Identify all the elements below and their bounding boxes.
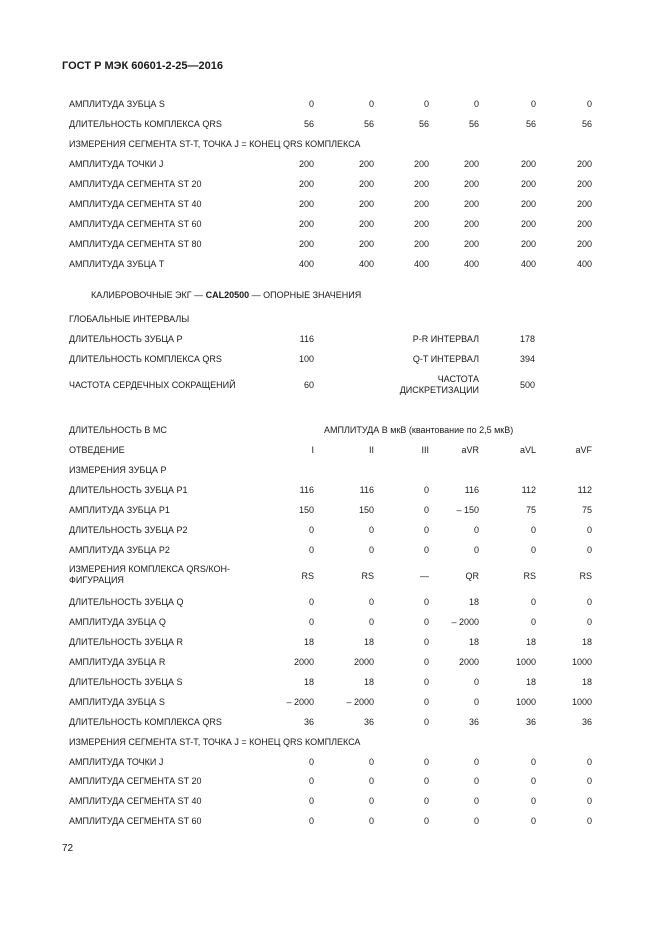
- table-row: [0, 158, 661, 170]
- row-label: АМПЛИТУДА СЕГМЕНТА ST 20: [69, 179, 202, 189]
- row-label: АМПЛИТУДА ТОЧКИ J: [69, 757, 164, 767]
- table-cell: 18: [468, 637, 479, 647]
- table-cell: 1000: [515, 697, 536, 707]
- row-label: АМПЛИТУДА ЗУБЦА S: [69, 697, 165, 707]
- table-cell: 150: [298, 505, 314, 515]
- table-cell: 0: [530, 99, 536, 109]
- table-cell: 0: [586, 776, 592, 786]
- table-row: [0, 178, 661, 190]
- table-cell: 200: [413, 159, 429, 169]
- table-cell: 200: [576, 239, 592, 249]
- table-cell: 0: [423, 485, 429, 495]
- table-cell: 0: [586, 525, 592, 535]
- table2-header: ДЛИТЕЛЬНОСТЬ В МС АМПЛИТУДА В мкВ (квантование по 2,5 мкВ): [69, 425, 514, 435]
- table-cell: 0: [473, 545, 479, 555]
- table-cell: 0: [308, 525, 314, 535]
- table-cell: 200: [463, 179, 479, 189]
- table-cell: 400: [576, 259, 592, 269]
- table-cell: 0: [586, 545, 592, 555]
- table-cell: 0: [423, 776, 429, 786]
- table-cell: 0: [473, 796, 479, 806]
- row-label: АМПЛИТУДА СЕГМЕНТА ST 40: [69, 796, 202, 806]
- table-cell: 200: [298, 199, 314, 209]
- table-row: [0, 775, 661, 787]
- global-intervals-heading: ГЛОБАЛЬНЫЕ ИНТЕРВАЛЫ: [69, 314, 190, 324]
- row-label: АМПЛИТУДА ЗУБЦА P2: [69, 545, 170, 555]
- table-cell: 0: [530, 757, 536, 767]
- table-row: [0, 616, 661, 628]
- table-cell: —: [420, 571, 429, 581]
- table-cell: 200: [520, 199, 536, 209]
- table-row: [0, 138, 661, 150]
- table-cell: 0: [473, 776, 479, 786]
- row-label: АМПЛИТУДА ЗУБЦА R: [69, 657, 166, 667]
- table-cell: 200: [298, 239, 314, 249]
- table-cell: 400: [413, 259, 429, 269]
- table-cell: 0: [308, 545, 314, 555]
- table-cell: 0: [368, 816, 374, 826]
- table-row: [0, 596, 661, 608]
- table-row: [0, 238, 661, 250]
- table-cell: 0: [530, 597, 536, 607]
- table-cell: 0: [423, 657, 429, 667]
- table-cell: 0: [530, 545, 536, 555]
- table-row: ДЛИТЕЛЬНОСТЬ ЗУБЦА P 116 P-R ИНТЕРВАЛ 178: [69, 334, 535, 344]
- table-cell: 36: [363, 717, 374, 727]
- table-cell: 0: [308, 776, 314, 786]
- table-row: [0, 524, 661, 536]
- table-cell: 400: [358, 259, 374, 269]
- table-cell: 200: [358, 179, 374, 189]
- table-cell: 200: [463, 159, 479, 169]
- table-row: [0, 564, 661, 594]
- row-label: АМПЛИТУДА ЗУБЦА T: [69, 259, 165, 269]
- table-cell: RS: [579, 571, 592, 581]
- table-cell: 56: [418, 119, 429, 129]
- table-cell: 0: [530, 796, 536, 806]
- table-cell: 200: [413, 179, 429, 189]
- table-cell: 0: [530, 776, 536, 786]
- table-cell: QR: [465, 571, 479, 581]
- table-cell: – 2000: [286, 697, 314, 707]
- table-cell: 0: [368, 757, 374, 767]
- row-label: ИЗМЕРЕНИЯ СЕГМЕНТА ST-T, ТОЧКА J = КОНЕЦ QRS КОМПЛЕКСА: [69, 139, 361, 149]
- table-cell: 200: [576, 179, 592, 189]
- table-cell: 0: [423, 617, 429, 627]
- table-row: ДЛИТЕЛЬНОСТЬ КОМПЛЕКСА QRS 100 Q-T ИНТЕРВАЛ 394: [69, 354, 535, 364]
- table-cell: 75: [581, 505, 592, 515]
- row-label: АМПЛИТУДА СЕГМЕНТА ST 20: [69, 776, 202, 786]
- table-cell: 112: [521, 485, 536, 495]
- lead-header-row: ОТВЕДЕНИЕ I II III aVR aVL aVF: [69, 445, 592, 455]
- table-row: [0, 815, 661, 827]
- row-label: ДЛИТЕЛЬНОСТЬ КОМПЛЕКСА QRS: [69, 717, 222, 727]
- table-row: [0, 736, 661, 748]
- table-cell: 0: [423, 525, 429, 535]
- table-row: [0, 544, 661, 556]
- table-cell: 200: [413, 199, 429, 209]
- table-cell: 0: [423, 697, 429, 707]
- table-cell: 200: [413, 219, 429, 229]
- table-cell: 0: [368, 525, 374, 535]
- table-cell: RS: [361, 571, 374, 581]
- table-cell: 0: [308, 816, 314, 826]
- table-cell: 0: [423, 637, 429, 647]
- table-cell: 0: [308, 757, 314, 767]
- row-label: АМПЛИТУДА ТОЧКИ J: [69, 159, 164, 169]
- table-cell: 18: [525, 637, 536, 647]
- row-label: ДЛИТЕЛЬНОСТЬ ЗУБЦА Q: [69, 597, 184, 607]
- table-cell: 0: [473, 816, 479, 826]
- table-cell: 0: [473, 677, 479, 687]
- table-cell: 400: [463, 259, 479, 269]
- table-cell: 0: [423, 99, 429, 109]
- table-cell: 2000: [353, 657, 374, 667]
- table-cell: 18: [468, 597, 479, 607]
- table-cell: 2000: [458, 657, 479, 667]
- table-cell: 0: [308, 99, 314, 109]
- table-cell: 0: [308, 796, 314, 806]
- table-cell: 0: [368, 617, 374, 627]
- table-cell: 0: [586, 816, 592, 826]
- table-cell: 0: [473, 697, 479, 707]
- table-cell: RS: [523, 571, 536, 581]
- table-cell: 116: [464, 485, 479, 495]
- table-cell: 18: [303, 677, 314, 687]
- table-cell: RS: [301, 571, 314, 581]
- table-cell: 36: [525, 717, 536, 727]
- table-cell: 1000: [571, 697, 592, 707]
- table-cell: 18: [363, 637, 374, 647]
- table-cell: 0: [423, 816, 429, 826]
- table-cell: 200: [576, 199, 592, 209]
- table-cell: 200: [358, 199, 374, 209]
- table-cell: – 2000: [451, 617, 479, 627]
- table-cell: 0: [423, 505, 429, 515]
- table-cell: 0: [423, 545, 429, 555]
- table-cell: 75: [525, 505, 536, 515]
- sampling-rate-label: ЧАСТОТА ДИСКРЕТИЗАЦИИ: [399, 374, 479, 395]
- row-label: ДЛИТЕЛЬНОСТЬ ЗУБЦА R: [69, 637, 184, 647]
- table-row: [0, 504, 661, 516]
- table-cell: 0: [473, 757, 479, 767]
- table-cell: 36: [468, 717, 479, 727]
- table-row: [0, 656, 661, 668]
- table-cell: – 150: [456, 505, 479, 515]
- table-cell: 56: [468, 119, 479, 129]
- table-cell: 200: [413, 239, 429, 249]
- table-cell: 0: [423, 597, 429, 607]
- row-label: ДЛИТЕЛЬНОСТЬ ЗУБЦА P2: [69, 525, 188, 535]
- table-cell: – 2000: [346, 697, 374, 707]
- table-cell: 200: [576, 159, 592, 169]
- table-cell: 0: [368, 99, 374, 109]
- table-row: [0, 636, 661, 648]
- table-cell: 200: [520, 179, 536, 189]
- table-cell: 36: [303, 717, 314, 727]
- table-cell: 0: [308, 597, 314, 607]
- table-cell: 0: [530, 816, 536, 826]
- table-row: [0, 484, 661, 496]
- table-row: [0, 696, 661, 708]
- table-cell: 18: [525, 677, 536, 687]
- table-cell: 36: [581, 717, 592, 727]
- row-label: АМПЛИТУДА СЕГМЕНТА ST 60: [69, 816, 202, 826]
- table-cell: 18: [303, 637, 314, 647]
- table-row: [0, 795, 661, 807]
- table-cell: 0: [473, 99, 479, 109]
- table-cell: 200: [298, 179, 314, 189]
- table-row: [0, 716, 661, 728]
- table-cell: 0: [423, 796, 429, 806]
- row-label: ДЛИТЕЛЬНОСТЬ КОМПЛЕКСА QRS: [69, 119, 222, 129]
- table-cell: 200: [463, 219, 479, 229]
- document-header: ГОСТ Р МЭК 60601-2-25—2016: [62, 60, 223, 72]
- table-cell: 200: [520, 239, 536, 249]
- table-cell: 0: [586, 597, 592, 607]
- row-label: АМПЛИТУДА СЕГМЕНТА ST 60: [69, 219, 202, 229]
- table-cell: 116: [299, 485, 314, 495]
- page-number: 72: [62, 843, 74, 854]
- table-cell: 56: [525, 119, 536, 129]
- table-cell: 200: [298, 159, 314, 169]
- section-title: КАЛИБРОВОЧНЫЕ ЭКГ — CAL20500 — ОПОРНЫЕ ЗНАЧЕНИЯ: [91, 290, 362, 300]
- row-label: АМПЛИТУДА ЗУБЦА S: [69, 99, 165, 109]
- table-row: [0, 198, 661, 210]
- row-label: ИЗМЕРЕНИЯ СЕГМЕНТА ST-T, ТОЧКА J = КОНЕЦ QRS КОМПЛЕКСА: [69, 737, 361, 747]
- table-cell: 56: [363, 119, 374, 129]
- table-cell: 0: [586, 757, 592, 767]
- row-label: АМПЛИТУДА СЕГМЕНТА ST 40: [69, 199, 202, 209]
- table-cell: 2000: [293, 657, 314, 667]
- table-cell: 0: [530, 617, 536, 627]
- table-cell: 400: [520, 259, 536, 269]
- table-cell: 0: [586, 796, 592, 806]
- row-label: ИЗМЕРЕНИЯ ЗУБЦА P: [69, 465, 167, 475]
- table-cell: 200: [358, 239, 374, 249]
- table-cell: 0: [473, 525, 479, 535]
- table-cell: 200: [358, 219, 374, 229]
- row-label: АМПЛИТУДА СЕГМЕНТА ST 80: [69, 239, 202, 249]
- table-cell: 0: [423, 717, 429, 727]
- table-cell: 0: [423, 677, 429, 687]
- row-label: ДЛИТЕЛЬНОСТЬ ЗУБЦА S: [69, 677, 183, 687]
- table-cell: 0: [368, 597, 374, 607]
- table-cell: 112: [577, 485, 592, 495]
- table-cell: 56: [581, 119, 592, 129]
- table-cell: 150: [358, 505, 374, 515]
- table-row: [0, 676, 661, 688]
- table-cell: 1000: [515, 657, 536, 667]
- table-cell: 0: [586, 617, 592, 627]
- table-cell: 400: [298, 259, 314, 269]
- row-label: ИЗМЕРЕНИЯ КОМПЛЕКСА QRS/КОН- ФИГУРАЦИЯ: [69, 564, 230, 585]
- table-row: [0, 756, 661, 768]
- row-label: АМПЛИТУДА ЗУБЦА Q: [69, 617, 166, 627]
- table-cell: 18: [581, 677, 592, 687]
- table-row: [0, 218, 661, 230]
- table-row: [0, 98, 661, 110]
- table-row: [0, 118, 661, 130]
- table-cell: 18: [363, 677, 374, 687]
- table-row: ЧАСТОТА СЕРДЕЧНЫХ СОКРАЩЕНИЙ 60 500: [69, 380, 535, 390]
- table-cell: 200: [298, 219, 314, 229]
- table-cell: 0: [530, 525, 536, 535]
- table-cell: 200: [576, 219, 592, 229]
- table-cell: 0: [308, 617, 314, 627]
- table-cell: 0: [586, 99, 592, 109]
- table-cell: 0: [368, 776, 374, 786]
- table-cell: 56: [303, 119, 314, 129]
- table-cell: 200: [463, 239, 479, 249]
- table-cell: 1000: [571, 657, 592, 667]
- table-cell: 200: [520, 159, 536, 169]
- row-label: ДЛИТЕЛЬНОСТЬ ЗУБЦА P1: [69, 485, 188, 495]
- table-cell: 0: [368, 796, 374, 806]
- row-label: АМПЛИТУДА ЗУБЦА P1: [69, 505, 170, 515]
- table-row: [0, 258, 661, 270]
- table-row: [0, 464, 661, 476]
- table-cell: 116: [359, 485, 374, 495]
- table-cell: 0: [368, 545, 374, 555]
- table-cell: 18: [581, 637, 592, 647]
- table-cell: 200: [463, 199, 479, 209]
- table-cell: 0: [423, 757, 429, 767]
- table-cell: 200: [358, 159, 374, 169]
- table-cell: 200: [520, 219, 536, 229]
